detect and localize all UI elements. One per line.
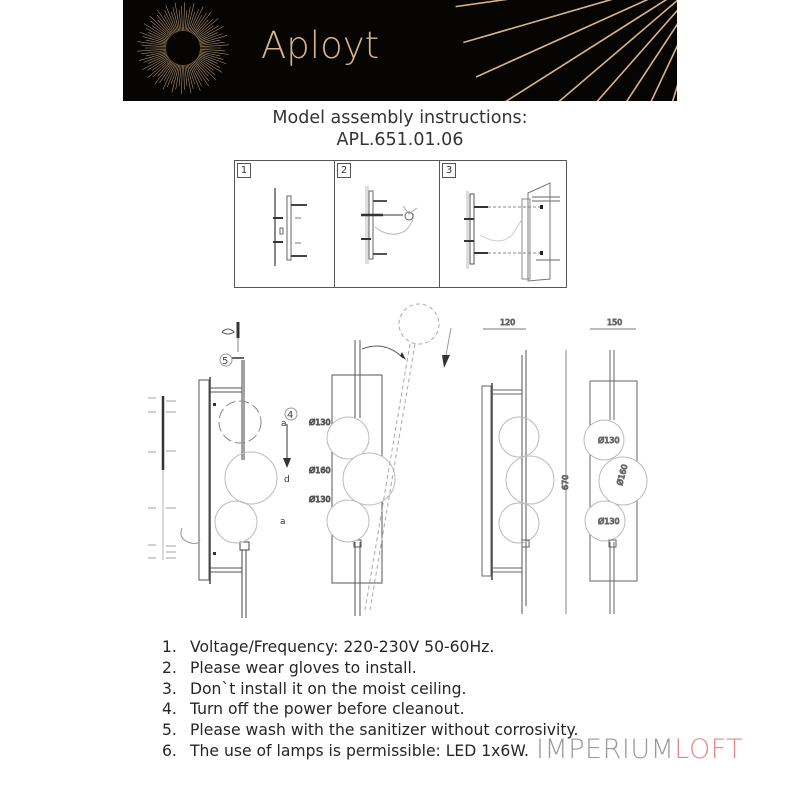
instruction-item: 5. Please wash with the sanitizer without corrosivity. xyxy=(162,721,579,740)
instruction-item: 6. The use of lamps is permissible: LED 1x6W. xyxy=(162,741,529,760)
callout-step-5: 5 xyxy=(222,356,229,367)
instruction-item: 3. Don`t install it on the moist ceiling. xyxy=(162,679,467,698)
installation-side-view xyxy=(148,322,297,618)
label-a-top: a xyxy=(281,419,287,429)
document-title: Model assembly instructions: xyxy=(272,108,528,128)
callout-step-4: 4 xyxy=(287,410,294,421)
instruction-item: 4. Turn off the power before cleanout. xyxy=(162,700,465,719)
globe-dim-bottom: Ø130 xyxy=(598,517,620,526)
watermark-part-2: LOFT xyxy=(674,734,744,765)
step-number: 3 xyxy=(442,163,456,178)
watermark-part-1: IMPERIUM xyxy=(536,734,675,765)
globe-dim-top: Ø130 xyxy=(598,436,620,445)
label-d: d xyxy=(284,475,290,485)
side-width-dimension: 120 xyxy=(500,318,516,327)
dimension-views xyxy=(482,318,647,614)
brand-name: Aployt xyxy=(261,24,380,67)
instruction-item: 1. Voltage/Frequency: 220-230V 50-60Hz. xyxy=(162,638,495,656)
height-dimension: 670 xyxy=(561,474,570,490)
watermark xyxy=(536,734,743,765)
globe-diameter-bottom: Ø130 xyxy=(309,495,331,504)
label-a-bottom: a xyxy=(280,517,286,527)
step-number: 2 xyxy=(337,163,351,178)
front-width-dimension: 150 xyxy=(607,318,623,327)
safety-instructions xyxy=(162,637,578,762)
model-number: APL.651.01.06 xyxy=(336,130,464,150)
globe-diameter-middle: Ø160 xyxy=(309,466,331,475)
front-view-rotation xyxy=(309,304,451,616)
instruction-item: 2. Please wear gloves to install. xyxy=(162,658,417,677)
globe-diameter-top: Ø130 xyxy=(309,418,331,427)
globe-dim-middle: Ø160 xyxy=(615,463,630,487)
step-number: 1 xyxy=(237,163,251,178)
